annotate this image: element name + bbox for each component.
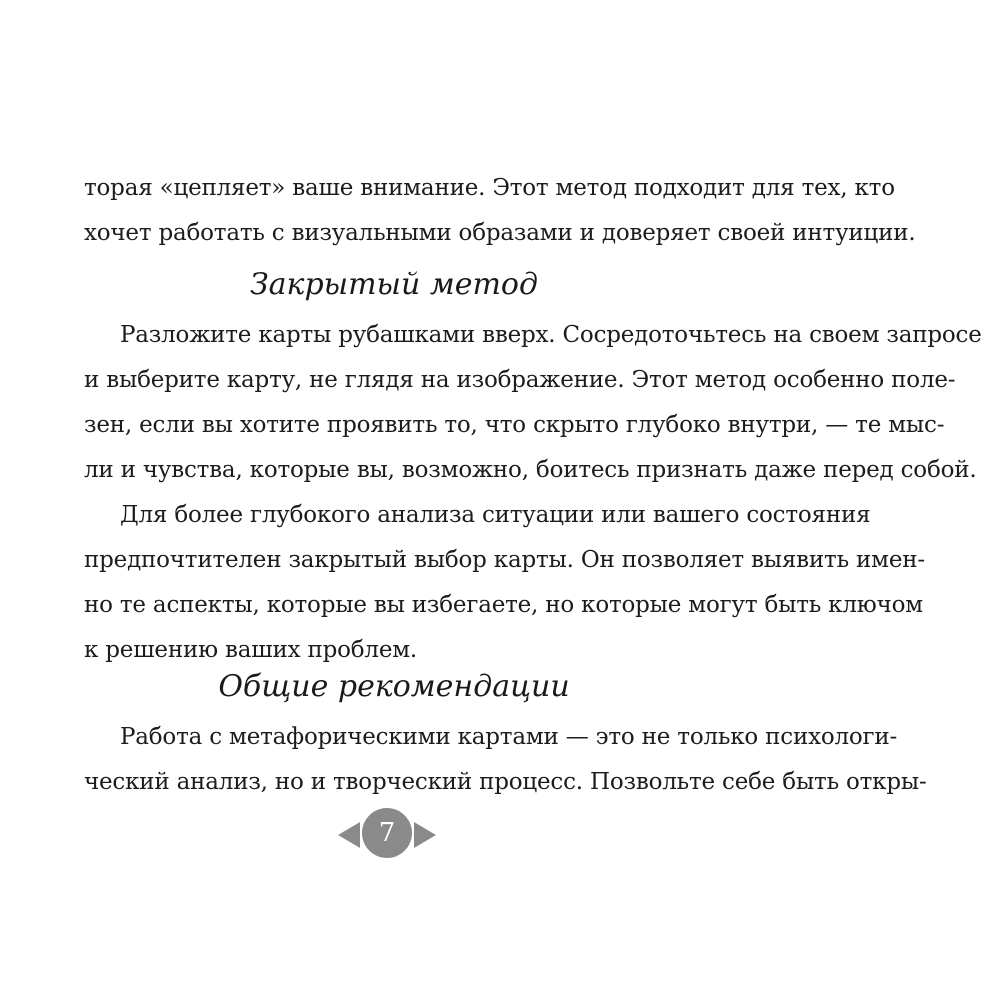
section-heading-general-recommendations: Общие рекомендации bbox=[218, 669, 570, 704]
arrow-left-icon[interactable] bbox=[338, 822, 360, 848]
paragraph-line: предпочтителен закрытый выбор карты. Он позволяет выявить имен- bbox=[84, 547, 925, 573]
arrow-right-icon[interactable] bbox=[414, 822, 436, 848]
paragraph-line: Работа с метафорическими картами — это не только психологи- bbox=[120, 724, 898, 750]
paragraph-line: к решению ваших проблем. bbox=[84, 637, 418, 663]
page-number-indicator bbox=[336, 806, 436, 862]
paragraph-line: хочет работать с визуальными образами и доверяет своей интуиции. bbox=[84, 220, 916, 246]
page-number: 7 bbox=[362, 808, 412, 858]
paragraph-line: ли и чувства, которые вы, возможно, боитесь признать даже перед собой. bbox=[84, 457, 977, 483]
paragraph-line: торая «цепляет» ваше внимание. Этот метод подходит для тех, кто bbox=[84, 175, 895, 201]
paragraph-line: но те аспекты, которые вы избегаете, но которые могут быть ключом bbox=[84, 592, 923, 618]
paragraph-line: и выберите карту, не глядя на изображение. Этот метод особенно поле- bbox=[84, 367, 956, 393]
paragraph-line: ческий анализ, но и творческий процесс. Позвольте себе быть откры- bbox=[84, 769, 927, 795]
paragraph-line: Для более глубокого анализа ситуации или вашего состояния bbox=[120, 502, 871, 528]
paragraph-line: зен, если вы хотите проявить то, что скрыто глубоко внутри, — те мыс- bbox=[84, 412, 945, 438]
paragraph-line: Разложите карты рубашками вверх. Сосредоточьтесь на своем запросе bbox=[120, 322, 982, 348]
section-heading-closed-method: Закрытый метод bbox=[249, 267, 539, 302]
